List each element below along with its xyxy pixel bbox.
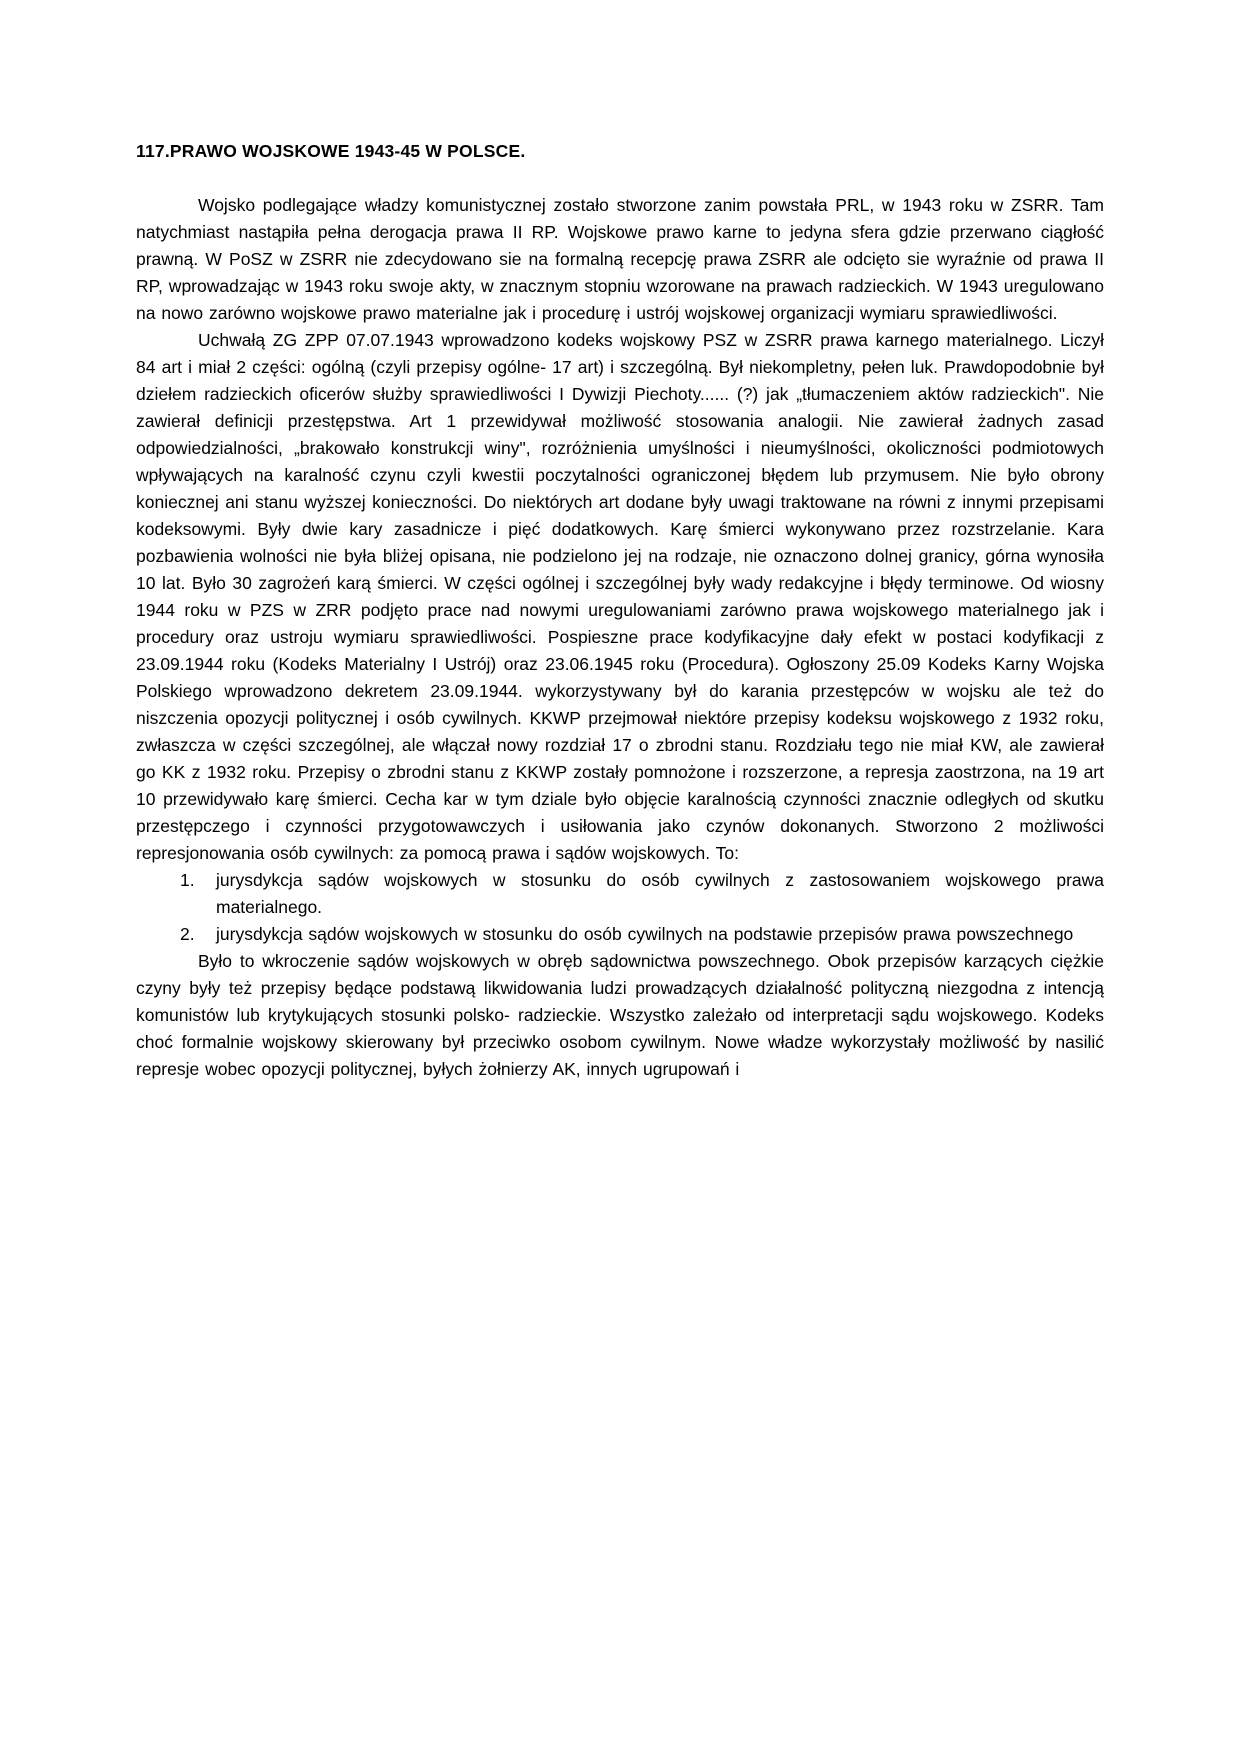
list-item-text: jurysdykcja sądów wojskowych w stosunku do osób cywilnych na podstawie przepisów prawa powszechnego bbox=[216, 924, 1074, 944]
list-item bbox=[136, 867, 1104, 921]
paragraph-codex-details: Uchwałą ZG ZPP 07.07.1943 wprowadzono kodeks wojskowy PSZ w ZSRR prawa karnego materialnego. Liczył 84 art i miał 2 części: ogólną (czyli przepisy ogólne- 17 art) i szczególną. Był niekompletny, pełen luk. Prawdopodobnie był dziełem radzieckich oficerów służby sprawiedliwości I Dywizji Piechoty...... (?) jak „tłumaczeniem aktów radzieckich". Nie zawierał definicji przestępstwa. Art 1 przewidywał możliwość stosowania analogii. Nie zawierał żadnych zasad odpowiedzialności, „brakowało konstrukcji winy", rozróżnienia umyślności i nieumyślności, okoliczności podmiotowych wpływających na karalność czynu czyli kwestii poczytalności ograniczonej błędem lub przymusem. Nie było obrony koniecznej ani stanu wyższej konieczności. Do niektórych art dodane były uwagi traktowane na równi z innymi przepisami kodeksowymi. Były dwie kary zasadnicze i pięć dodatkowych. Karę śmierci wykonywano przez rozstrzelanie. Kara pozbawienia wolności nie była bliżej opisana, nie podzielono jej na rodzaje, nie oznaczono dolnej granicy, górna wynosiła 10 lat. Było 30 zagrożeń karą śmierci. W części ogólnej i szczególnej były wady redakcyjne i błędy terminowe. Od wiosny 1944 roku w PZS w ZRR podjęto prace nad nowymi uregulowaniami zarówno prawa wojskowego materialnego jak i procedury oraz ustroju wymiaru sprawiedliwości. Pospieszne prace kodyfikacyjne dały efekt w postaci kodyfikacji z 23.09.1944 roku (Kodeks Materialny I Ustrój) oraz 23.06.1945 roku (Procedura). Ogłoszony 25.09 Kodeks Karny Wojska Polskiego wprowadzono dekretem 23.09.1944. wykorzystywany był do karania przestępców w wojsku ale też do niszczenia opozycji politycznej i osób cywilnych. KKWP przejmował niektóre przepisy kodeksu wojskowego z 1932 roku, zwłaszcza w części szczególnej, ale włączał nowy rozdział 17 o zbrodni stanu. Rozdziału tego nie miał KW, ale zawierał go KK z 1932 roku. Przepisy o zbrodni stanu z KKWP zostały pomnożone i rozszerzone, a represja zaostrzona, na 19 art 10 przewidywało karę śmierci. Cecha kar w tym dziale było objęcie karalnością czynności znacznie odległych od skutku przestępczego i czynności przygotowawczych i usiłowania jako czynów dokonanych. Stworzono 2 możliwości represjonowania osób cywilnych: za pomocą prawa i sądów wojskowych. To: bbox=[136, 330, 1104, 863]
paragraph-conclusion: Było to wkroczenie sądów wojskowych w obręb sądownictwa powszechnego. Obok przepisów karzących ciężkie czyny były też przepisy będące podstawą likwidowania ludzi prowadzących działalność polityczną niezgodna z intencją komunistów lub krytykujących stosunki polsko- radzieckie. Wszystko zależało od interpretacji sądu wojskowego. Kodeks choć formalnie wojskowy skierowany był przeciwko osobom cywilnym. Nowe władze wykorzystały możliwość by nasilić represje wobec opozycji politycznej, byłych żołnierzy AK, innych ugrupowań i bbox=[136, 951, 1104, 1079]
list-item-text: jurysdykcja sądów wojskowych w stosunku do osób cywilnych z zastosowaniem wojskowego prawa materialnego. bbox=[216, 870, 1104, 917]
paragraph-intro: Wojsko podlegające władzy komunistycznej zostało stworzone zanim powstała PRL, w 1943 roku w ZSRR. Tam natychmiast nastąpiła pełna derogacja prawa II RP. Wojskowe prawo karne to jedyna sfera gdzie przerwano ciągłość prawną. W PoSZ w ZSRR nie zdecydowano sie na formalną recepcję prawa ZSRR ale odcięto sie wyraźnie od prawa II RP, wprowadzając w 1943 roku swoje akty, w znacznym stopniu wzorowane na prawach radzieckich. W 1943 uregulowano na nowo zarówno wojskowe prawo materialne jak i procedurę i ustrój wojskowej organizacji wymiaru sprawiedliwości. bbox=[136, 195, 1104, 323]
list-item-number: 2. bbox=[180, 924, 195, 944]
list-item-number: 1. bbox=[180, 870, 195, 890]
list-item bbox=[136, 921, 1104, 948]
page-title: 117.PRAWO WOJSKOWE 1943-45 W POLSCE. bbox=[136, 141, 526, 161]
numbered-list bbox=[136, 867, 1104, 948]
